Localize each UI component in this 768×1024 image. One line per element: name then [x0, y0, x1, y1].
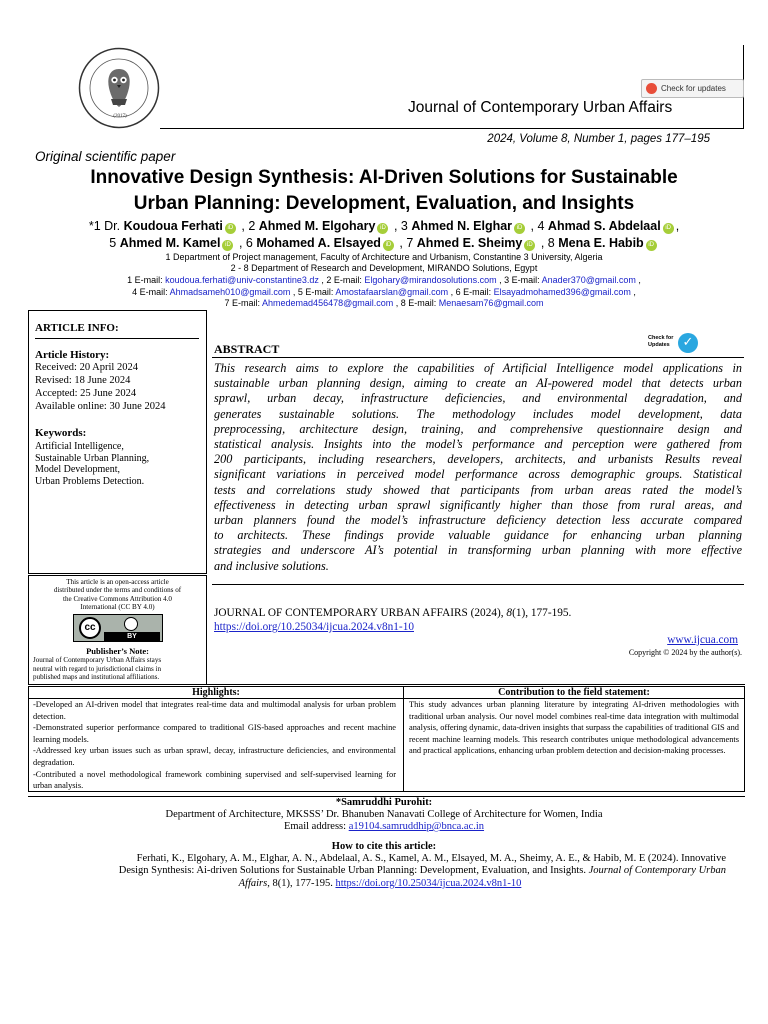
check-for-updates-button[interactable]	[641, 79, 744, 98]
corresponding-email-link[interactable]: a19104.samruddhip@bnca.ac.in	[348, 821, 485, 832]
email-link[interactable]: Elsayadmohamed396@gmail.com	[493, 287, 631, 297]
website-link[interactable]: www.ijcua.com	[667, 634, 738, 646]
author-8-prefix: , 8	[540, 236, 555, 250]
paper-title-line-2: Urban Planning: Development, Evaluation, and Insights	[133, 193, 635, 214]
email-line-2	[0, 287, 768, 297]
cite-volume: , 8(1), 177-195.	[267, 877, 333, 889]
highlights-heading: Highlights:	[192, 687, 240, 698]
abstract-line: sprawl, urban decay, infrastructure deficiencies, and environmental degradation, and	[214, 391, 742, 406]
highlights-list	[33, 699, 396, 792]
author-1: Koudoua Ferhati	[123, 219, 223, 233]
how-to-cite-heading: How to cite this article:	[331, 841, 437, 852]
cite-doi-link[interactable]: https://doi.org/10.25034/ijcua.2024.v8n1-10	[335, 877, 522, 889]
cite-line	[34, 878, 726, 890]
history-revised: Revised: 18 June 2024	[35, 375, 131, 386]
orcid-icon[interactable]: iD	[514, 223, 525, 234]
highlight-item: -Contributed a novel methodological framework combining supervised and self-supervised learning for urban analysis.	[33, 769, 396, 791]
table-column-divider	[403, 687, 404, 791]
author-2: Ahmed M. Elgohary	[258, 219, 376, 233]
issue-line: 2024, Volume 8, Number 1, pages 177–195	[487, 133, 710, 145]
paper-type-label: Original scientific paper	[35, 149, 176, 164]
publisher-note-line: neutral with regard to jurisdictional claims in	[33, 664, 162, 673]
highlight-item: -Demonstrated superior performance compared to traditional GIS-based approaches and recent machine learning models.	[33, 723, 396, 744]
email-label: 1 E-mail:	[127, 275, 163, 285]
by-icon	[124, 617, 138, 631]
author-2-prefix: , 2	[241, 219, 256, 233]
orcid-icon[interactable]: iD	[225, 223, 236, 234]
history-online: Available online: 30 June 2024	[35, 401, 166, 412]
check-for-updates-badge[interactable]	[648, 333, 728, 355]
email-label: 4 E-mail:	[132, 287, 168, 297]
author-5: Ahmed M. Kamel	[119, 236, 221, 250]
journal-reference	[214, 607, 571, 619]
abstract-line: statistical analysis. Insights into the model’s performance and perception were gathered from	[214, 437, 742, 452]
authors-line-2	[0, 236, 768, 251]
abstract-bottom-rule	[212, 584, 744, 585]
keyword: Model Development,	[35, 464, 120, 476]
email-label: Email address:	[283, 821, 347, 832]
license-line: This article is an open-access article	[66, 578, 169, 586]
abstract-line: strategies and underscore AI’s potential in transforming urban planning with more effective	[214, 543, 742, 558]
journal-ref-volume: 8	[506, 607, 513, 619]
abstract-line: generates sustainable solutions. The methodology includes model development, data	[214, 406, 742, 421]
email-link[interactable]: Anader370@gmail.com	[541, 275, 636, 285]
author-5-prefix: 5	[109, 236, 117, 250]
article-info-box	[28, 310, 207, 574]
orcid-icon[interactable]: iD	[383, 240, 394, 251]
license-line: the Creative Commons Attribution 4.0	[63, 594, 172, 603]
how-to-cite-body	[34, 853, 726, 890]
citation-bottom-rule	[207, 684, 745, 685]
orcid-icon[interactable]: iD	[222, 240, 233, 251]
abstract-line: urban planners found the model’s infrastructure deficiency detection less accurate compared	[214, 513, 742, 528]
email-line-3	[0, 298, 768, 308]
abstract-line: 200 participants, including researchers, developers, architects, and urbanists Results reveal	[214, 452, 742, 467]
author-7-prefix: , 7	[399, 236, 414, 250]
abstract-line: and inclusive solutions.	[214, 558, 329, 573]
journal-ref-prefix: JOURNAL OF CONTEMPORARY URBAN AFFAIRS (2024),	[214, 607, 504, 619]
orcid-icon[interactable]: iD	[646, 240, 657, 251]
checkmark-icon: ✓	[678, 333, 698, 353]
author-7: Ahmed E. Sheimy	[416, 236, 523, 250]
email-label: , 3 E-mail:	[499, 275, 540, 285]
history-heading: Article History:	[35, 349, 110, 361]
corresponding-email-line	[0, 821, 768, 832]
abstract-line: This research aims to explore the capabilities of Artificial Intelligence model applications in	[214, 361, 742, 375]
corresponding-department: Department of Architecture, MKSSS’ Dr. Bhanuben Nanavati College of Architecture for Women, India	[165, 809, 603, 820]
email-line-1	[0, 275, 768, 285]
abstract-line: preprocessing, architecture design, training, and comprehensive questionnaire design and	[214, 421, 742, 436]
seal-year: (2017)	[113, 114, 127, 119]
authors-line-1-end: ,	[675, 219, 680, 233]
affiliation-1: 1 Department of Project management, Faculty of Architecture and Urbanism, Constantine 3 University, Algeria	[165, 252, 603, 262]
check-for-updates-label: Check for updates	[661, 84, 726, 93]
abstract-rule	[212, 357, 744, 358]
top-rule	[160, 128, 744, 129]
orcid-icon[interactable]: iD	[377, 223, 388, 234]
email-label: , 5 E-mail:	[292, 287, 334, 297]
cc-icon	[79, 617, 101, 639]
keyword: Sustainable Urban Planning,	[35, 452, 150, 464]
abstract-line: sustainable urban planning design, aiming to create an AI-powered model that detects urban	[214, 376, 742, 391]
author-3-prefix: , 3	[393, 219, 408, 233]
contribution-text: This study advances urban planning literature by integrating AI-driven methodologies with traditional urban analysis. Our novel model combines real-time data integration with multimodal analysis, offering dynamic, data-driven insights that surpass the capabilities of traditional GIS and recent machine learning models. This research contributes unique methodological advancements and practical applications, enhancing urban problem detection and decision-making processes.	[409, 700, 739, 756]
email-separator: ,	[638, 275, 641, 285]
abstract-heading: ABSTRACT	[214, 342, 280, 356]
cite-line	[34, 865, 726, 877]
keyword: Artificial Intelligence,	[35, 441, 124, 452]
history-received: Received: 20 April 2024	[35, 362, 138, 373]
abstract-line: tests and correlations study showed that participants from urban areas rated the model’s	[214, 482, 742, 497]
journal-name: Journal of Contemporary Urban Affairs	[408, 99, 673, 116]
author-8: Mena E. Habib	[558, 236, 644, 250]
license-line: International (CC BY 4.0)	[80, 603, 155, 612]
copyright: Copyright © 2024 by the author(s).	[628, 648, 742, 657]
contribution-heading: Contribution to the field statement:	[498, 687, 650, 698]
cite-journal: Affairs	[238, 877, 268, 889]
publisher-note-text	[33, 656, 161, 682]
email-label: , 2 E-mail:	[321, 275, 362, 285]
journal-ref-issue: (1), 177-195.	[512, 607, 572, 619]
orcid-icon[interactable]: iD	[663, 223, 674, 234]
publisher-note-line: Journal of Contemporary Urban Affairs stays	[33, 656, 162, 664]
email-link[interactable]: Menaesam76@gmail.com	[438, 298, 544, 308]
author-3: Ahmed N. Elghar	[411, 219, 513, 233]
author-4-prefix: , 4	[530, 219, 545, 233]
author-1-prefix: *1 Dr.	[88, 219, 121, 233]
publisher-note-heading: Publisher’s Note:	[86, 646, 149, 656]
email-link[interactable]: Amostafaarslan@gmail.com	[335, 287, 449, 297]
crossmark-icon	[646, 83, 657, 94]
paper-title-line-1: Innovative Design Synthesis: AI-Driven Solutions for Sustainable	[90, 167, 678, 188]
keywords-list	[35, 441, 149, 488]
highlights-table	[28, 686, 745, 792]
check-updates-small-label: Check for Updates	[648, 335, 674, 348]
cite-title: Design Synthesis: Ai-driven Solutions for Sustainable Urban Planning: Development, Evaluation, and Insights.	[118, 865, 586, 877]
email-link[interactable]: Ahmedemad456478@gmail.com	[262, 298, 394, 308]
abstract-line: significant variations in perceived model performance across demographic groups. Statistical	[214, 467, 742, 482]
license-text	[29, 578, 206, 612]
abstract-line: to architects. These findings provide valuable guidance for enhancing urban planning	[214, 528, 742, 543]
highlight-item: -Addressed key urban issues such as urban sprawl, decay, infrastructure deficiencies, and environmental degradation.	[33, 746, 396, 767]
authors-line-1	[0, 219, 768, 234]
license-line: distributed under the terms and conditions of	[53, 586, 182, 595]
publisher-note-line: published maps and institutional affiliations.	[33, 673, 160, 682]
cite-journal: Journal of Contemporary Urban	[588, 865, 726, 877]
email-link[interactable]: Elgohary@mirandosolutions.com	[364, 275, 497, 285]
email-label: 7 E-mail:	[224, 298, 261, 308]
abstract-body	[214, 361, 742, 574]
corresponding-name: *Samruddhi Purohit:	[335, 797, 433, 808]
email-label: , 6 E-mail:	[450, 287, 492, 297]
abstract-line: effectiveness in detecting urban sprawl significantly higher than those from rural areas, and	[214, 497, 742, 512]
orcid-icon[interactable]: iD	[524, 240, 535, 251]
email-label: , 8 E-mail:	[395, 298, 437, 308]
doi-link[interactable]: https://doi.org/10.25034/ijcua.2024.v8n1-10	[214, 621, 414, 633]
highlight-item: -Developed an AI-driven model that integrates real-time data and multimodal analysis for urban problem detection.	[33, 700, 396, 721]
article-info-heading: ARTICLE INFO:	[35, 322, 119, 334]
keywords-heading: Keywords:	[35, 427, 87, 439]
email-separator: ,	[633, 287, 636, 297]
cc-label: cc	[84, 622, 96, 633]
email-link[interactable]: koudoua.ferhati@univ-constantine3.dz	[165, 275, 319, 285]
author-6: Mohamed A. Elsayed	[256, 236, 381, 250]
affiliation-2: 2 - 8 Department of Research and Development, MIRANDO Solutions, Egypt	[230, 263, 538, 273]
author-6-prefix: , 6	[238, 236, 253, 250]
email-link[interactable]: Ahmadsameh010@gmail.com	[169, 287, 291, 297]
license-box	[28, 575, 207, 685]
cc-by-badge[interactable]	[73, 614, 163, 642]
article-info-rule	[35, 338, 199, 339]
cite-line: Ferhati, K., Elgohary, A. M., Elghar, A. N., Abdelaal, A. S., Kamel, A. M., Elsayed, M. A., Sheimy, A. E., & Habib, M. E (2024). Innovative	[136, 853, 726, 864]
author-4: Ahmad S. Abdelaal	[547, 219, 661, 233]
keyword: Urban Problems Detection.	[35, 476, 145, 488]
by-label: BY	[104, 632, 160, 641]
history-accepted: Accepted: 25 June 2024	[35, 388, 137, 399]
